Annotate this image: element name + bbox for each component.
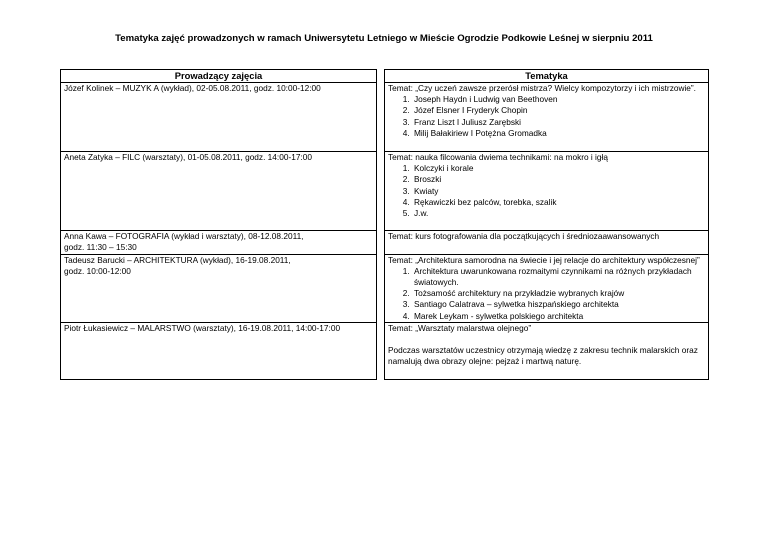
instructor-cell bbox=[61, 152, 377, 231]
table-row bbox=[61, 322, 709, 379]
list-item: 2. Tożsamość architektury na przykładzie wybranych krajów bbox=[412, 288, 705, 299]
topic-cell bbox=[385, 231, 709, 254]
table-row bbox=[61, 83, 709, 152]
instructor-line: godz. 10:00-12:00 bbox=[64, 265, 131, 276]
topic-line: Temat: nauka filcowania dwiema technikami: na mokro i igłą bbox=[388, 152, 608, 162]
topic-list bbox=[388, 163, 705, 219]
list-item: 1. Architektura uwarunkowana rozmaitymi czynnikami na różnych przykładach światowych. bbox=[412, 266, 705, 288]
table-row bbox=[61, 254, 709, 322]
instructor-cell bbox=[61, 254, 377, 322]
list-item: 5. J.w. bbox=[412, 208, 705, 219]
topic-line: Temat: „Warsztaty malarstwa olejnego” bbox=[388, 322, 532, 333]
list-item: 3. Franz Liszt I Juliusz Zarębski bbox=[412, 117, 705, 128]
instructor-cell bbox=[61, 231, 377, 254]
topic-cell bbox=[385, 254, 709, 322]
instructor-line: Aneta Zatyka – FILC (warsztaty), 01-05.08.2011, godz. 14:00-17:00 bbox=[64, 152, 312, 162]
header-topics: Tematyka bbox=[385, 70, 709, 83]
topic-line: Temat: „Czy uczeń zawsze przerósł mistrza? Wielcy kompozytorzy i ich mistrzowie”. bbox=[388, 83, 696, 93]
list-item: 2. Broszki bbox=[412, 174, 705, 185]
topic-line: Temat: „Architektura samorodna na świecie i jej relacje do architektury współczesnej” bbox=[388, 254, 700, 265]
schedule-table bbox=[60, 69, 709, 380]
instructor-line: Tadeusz Barucki – ARCHITEKTURA (wykład), 16-19.08.2011, bbox=[64, 254, 291, 265]
instructor-line: Piotr Łukasiewicz – MALARSTWO (warsztaty), 16-19.08.2011, 14:00-17:00 bbox=[64, 322, 341, 333]
instructor-line: Anna Kawa – FOTOGRAFIA (wykład i warsztaty), 08-12.08.2011, bbox=[64, 231, 304, 242]
topic-list bbox=[388, 94, 705, 139]
document-title: Tematyka zajęć prowadzonych w ramach Uniwersytetu Letniego w Mieście Ogrodzie Podkowie Leśnej w sierpniu 2011 bbox=[115, 33, 653, 44]
instructor-line: Józef Kolinek – MUZYK A (wykład), 02-05.08.2011, godz. 10:00-12:00 bbox=[64, 83, 321, 93]
list-item: 2. Józef Elsner I Fryderyk Chopin bbox=[412, 105, 705, 116]
topic-line: Temat: kurs fotografowania dla początkujących i średniozaawansowanych bbox=[388, 231, 660, 242]
topic-cell bbox=[385, 322, 709, 379]
table-header-row bbox=[61, 70, 709, 83]
list-item: 3. Kwiaty bbox=[412, 186, 705, 197]
topic-list bbox=[388, 266, 705, 322]
topic-cell bbox=[385, 83, 709, 152]
topic-cell bbox=[385, 152, 709, 231]
header-instructor: Prowadzący zajęcia bbox=[61, 70, 377, 83]
instructor-cell bbox=[61, 322, 377, 379]
list-item: 4. Rękawiczki bez palców, torebka, szalik bbox=[412, 197, 705, 208]
table-row bbox=[61, 152, 709, 231]
table-row bbox=[61, 231, 709, 254]
list-item: 1. Joseph Haydn i Ludwig van Beethoven bbox=[412, 94, 705, 105]
list-item: 4. Milij Bałakiriew I Potężna Gromadka bbox=[412, 128, 705, 139]
list-item: 1. Kolczyki i korale bbox=[412, 163, 705, 174]
list-item: 4. Marek Leykam - sylwetka polskiego architekta bbox=[412, 311, 705, 322]
instructor-cell bbox=[61, 83, 377, 152]
topic-description: Podczas warsztatów uczestnicy otrzymają wiedzę z zakresu technik malarskich oraz namalują dwa obrazy olejne: pejzaż i martwą naturę. bbox=[388, 345, 698, 367]
list-item: 3. Santiago Calatrava – sylwetka hiszpańskiego architekta bbox=[412, 299, 705, 310]
instructor-line: godz. 11:30 – 15:30 bbox=[64, 242, 137, 253]
